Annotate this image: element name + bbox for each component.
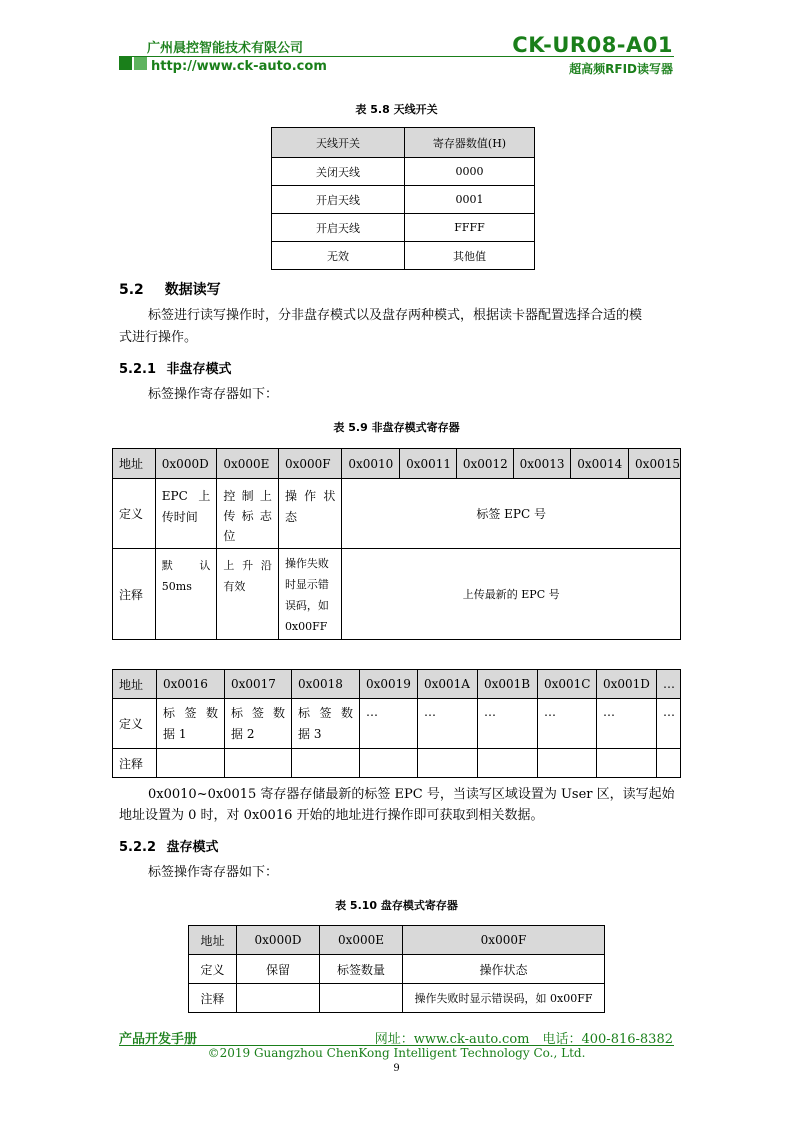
empty-cell: [237, 984, 320, 1013]
cell-line: 标 签 数: [163, 705, 218, 720]
definition-cell: 保留: [237, 955, 320, 984]
ellipsis-cell: …: [418, 699, 478, 749]
empty-cell: [478, 749, 538, 778]
paragraph-line: 式进行操作。: [119, 330, 198, 345]
company-url[interactable]: http://www.ck-auto.com: [151, 59, 327, 74]
cell-line: 操作状: [284, 489, 336, 503]
contact-info: 网址：www.ck-auto.com 电话：400-816-8382: [374, 1032, 673, 1047]
row-label: 注释: [113, 549, 156, 640]
table58-caption: 表 5.8 天线开关: [355, 103, 438, 116]
cell-line: 态: [284, 510, 297, 524]
row-label: 定义: [113, 479, 156, 549]
row-label: 定义: [189, 955, 237, 984]
subsection-heading: [119, 358, 232, 377]
address-cell: 0x0018: [292, 670, 360, 699]
definition-cell: [157, 699, 225, 749]
address-cell: 0x0012: [456, 449, 513, 479]
cell-line: EPC 上: [161, 489, 211, 503]
cell-line: 控制上: [223, 489, 272, 503]
copyright: ©2019 Guangzhou ChenKong Intelligent Technology Co., Ltd.: [207, 1046, 586, 1060]
cell-line: 标 签 数: [231, 705, 285, 720]
cell-line: 传时间: [161, 510, 198, 524]
table-row: [272, 186, 535, 214]
row-label: 注释: [113, 749, 157, 778]
definition-cell: 标签数量: [320, 955, 403, 984]
address-cell: 0x001B: [478, 670, 538, 699]
section-heading: [119, 279, 221, 299]
definition-cell: [225, 699, 292, 749]
table58-cell: 开启天线: [272, 214, 405, 242]
address-cell: 0x001D: [597, 670, 657, 699]
company-name: 广州晨控智能技术有限公司: [147, 41, 304, 56]
table58-cell: 无效: [272, 242, 405, 270]
note-cell: [217, 549, 279, 640]
cell-line: 误码，如: [284, 599, 329, 612]
table-row: [113, 549, 681, 640]
header-square-dark: [119, 57, 132, 70]
address-cell: 0x0010: [342, 449, 400, 479]
model-number: CK-UR08-A01: [512, 33, 673, 57]
empty-cell: [657, 749, 681, 778]
empty-cell: [597, 749, 657, 778]
register-table-nonstock: [112, 448, 681, 640]
cell-line: 0x00FF: [284, 620, 328, 633]
address-cell: 0x000E: [217, 449, 279, 479]
table-row: [272, 158, 535, 186]
subsection-number: 5.2.2: [119, 840, 157, 855]
address-cell: 0x0014: [571, 449, 629, 479]
table-row: [113, 699, 681, 749]
paragraph-line: 标签进行读写操作时，分非盘存模式以及盘存两种模式，根据读卡器配置选择合适的模: [148, 308, 643, 323]
table-row: [113, 479, 681, 549]
cell-line: 位: [223, 529, 236, 543]
ellipsis-cell: …: [657, 699, 681, 749]
table-row: [189, 955, 605, 984]
definition-cell: [292, 699, 360, 749]
product-name: 超高频RFID读写器: [569, 62, 673, 76]
cell-line: 有效: [223, 580, 246, 593]
cell-line: 传标志: [223, 509, 272, 523]
note-cell: [155, 549, 217, 640]
empty-cell: [225, 749, 292, 778]
manual-title: 产品开发手册: [119, 1032, 198, 1047]
table-row: [272, 242, 535, 270]
ellipsis-cell: …: [360, 699, 418, 749]
header-rule: [119, 56, 674, 57]
paragraph-line: 标签操作寄存器如下：: [148, 387, 279, 402]
address-cell: 0x000F: [403, 926, 605, 955]
table58-cell: FFFF: [405, 214, 535, 242]
cell-line: 时显示错: [284, 578, 329, 591]
empty-cell: [157, 749, 225, 778]
table-row: [272, 214, 535, 242]
address-cell: 0x0015: [629, 449, 681, 479]
address-cell: 0x001A: [418, 670, 478, 699]
address-cell: 0x0016: [157, 670, 225, 699]
table-row: [113, 749, 681, 778]
epc-definition-cell: 标签 EPC 号: [342, 479, 681, 549]
row-label: 地址: [189, 926, 237, 955]
cell-line: 标 签 数: [298, 705, 353, 720]
cell-text: 认: [199, 559, 211, 572]
empty-cell: [418, 749, 478, 778]
table59-caption: 表 5.9 非盘存模式寄存器: [333, 421, 460, 434]
cell-text: 默: [161, 559, 173, 572]
cell-line: 据 3: [298, 726, 322, 741]
table58-header: 寄存器数值(H): [405, 128, 535, 158]
ellipsis-cell: …: [538, 699, 597, 749]
row-label: 注释: [189, 984, 237, 1013]
paragraph-line: 标签操作寄存器如下：: [148, 865, 279, 880]
empty-cell: [538, 749, 597, 778]
ellipsis-cell: …: [597, 699, 657, 749]
table58-header: 天线开关: [272, 128, 405, 158]
note-cell: 操作失败时显示错误码，如 0x00FF: [403, 984, 605, 1013]
section-title: 数据读写: [164, 282, 221, 298]
table58-cell: 其他值: [405, 242, 535, 270]
empty-cell: [292, 749, 360, 778]
address-cell: 0x000F: [278, 449, 341, 479]
table58-cell: 0001: [405, 186, 535, 214]
table58-cell: 开启天线: [272, 186, 405, 214]
antenna-switch-table: [271, 127, 535, 270]
address-cell: 0x000D: [155, 449, 217, 479]
table510-caption: 表 5.10 盘存模式寄存器: [335, 899, 458, 912]
cell-line: 操作失败: [284, 557, 329, 570]
table58-cell: 0000: [405, 158, 535, 186]
note-cell: [278, 549, 341, 640]
row-label: 地址: [113, 670, 157, 699]
definition-cell: [155, 479, 217, 549]
header-square-light: [134, 57, 147, 70]
empty-cell: [320, 984, 403, 1013]
empty-cell: [360, 749, 418, 778]
cell-line: [162, 555, 211, 576]
address-cell: 0x0011: [400, 449, 457, 479]
address-cell: …: [657, 670, 681, 699]
definition-cell: 操作状态: [403, 955, 605, 984]
ellipsis-cell: …: [478, 699, 538, 749]
table-row: [189, 984, 605, 1013]
section-number: 5.2: [119, 282, 144, 298]
paragraph-line: 0x0010~0x0015 寄存器存储最新的标签 EPC 号，当读写区域设置为 User 区，读写起始: [148, 787, 675, 802]
register-table-stock: [188, 925, 605, 1013]
register-table-nonstock-continued: [112, 669, 681, 778]
address-cell: 0x001C: [538, 670, 597, 699]
cell-line: 据 1: [163, 726, 187, 741]
subsection-heading: [119, 836, 219, 855]
cell-line: 50ms: [161, 580, 192, 593]
address-cell: 0x0017: [225, 670, 292, 699]
paragraph-line: 地址设置为 0 时，对 0x0016 开始的地址进行操作即可获取到相关数据。: [119, 808, 544, 823]
address-cell: 0x000D: [237, 926, 320, 955]
epc-note-cell: 上传最新的 EPC 号: [342, 549, 681, 640]
definition-cell: [217, 479, 279, 549]
page-number: 9: [393, 1063, 400, 1074]
subsection-number: 5.2.1: [119, 362, 157, 377]
subsection-title: 盘存模式: [166, 840, 219, 855]
table58-cell: 关闭天线: [272, 158, 405, 186]
row-label: 定义: [113, 699, 157, 749]
subsection-title: 非盘存模式: [166, 362, 232, 377]
row-label: 地址: [113, 449, 156, 479]
definition-cell: [278, 479, 341, 549]
cell-line: 上 升 沿: [223, 559, 272, 572]
address-cell: 0x0019: [360, 670, 418, 699]
address-cell: 0x0013: [513, 449, 571, 479]
cell-line: 据 2: [231, 726, 255, 741]
address-cell: 0x000E: [320, 926, 403, 955]
